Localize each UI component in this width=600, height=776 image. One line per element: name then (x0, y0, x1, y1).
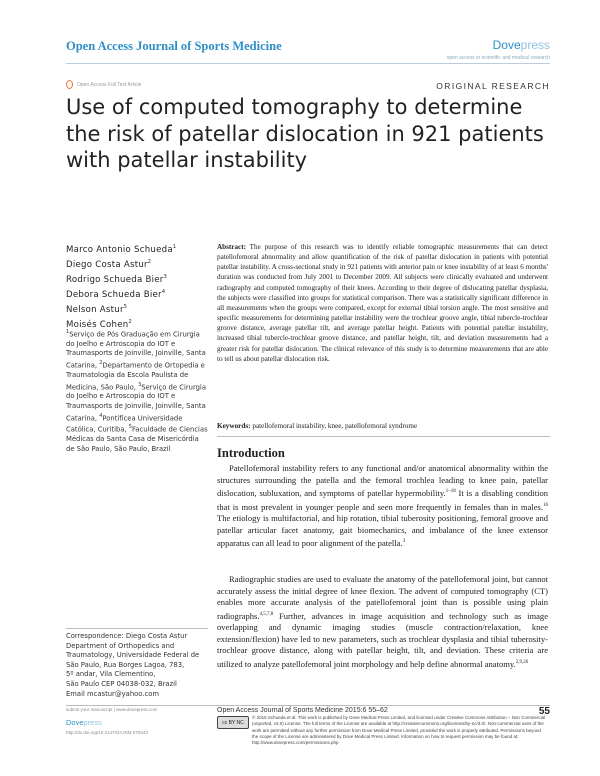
body-paragraph: Radiographic studies are used to evaluate the anatomy of the patellofemoral joint, but cannot accurately assess the initial degree of knee flexion. The advent of computed tomography (CT) enables more accurate analysis of the patellofemoral joint than is possible using plain radiographs.$^{4,5,7,8}$ Further, advances in image acquisition and technology such as image overlapping and dynamic imaging studies (muscle contraction/relaxation, knee extension/flexion) have led to new parameters, such as trochlear dysplasia and tibial tuberosity-trochlear groove distance, along with patellar height, tilt, and deviation. These criteria are utilized to analyze patellofemoral joint morphology and help define abnormal anatomy.$^{2,9,26}$ (217, 574, 548, 669)
author: Debora Schueda Bier$^4$ (66, 288, 166, 300)
footer-divider (66, 705, 550, 706)
license-text: © 2015 Schueda et al. This work is published by Dove Medical Press Limited, and licensed under Creative Commons Attribution – Non Commercial (unported, v3.0) License. The full terms of the License are available at http://creativecommons.org/licenses/by-nc/3.0/. Non-commercial uses of the work are permitted without any further permission from Dove Medical Press Limited, provided the work is properly attributed. Permissions beyond the scope of the License are administered by Dove Medical Press Limited. Information on how to request permission may be found at: http://www.dovepress.com/permissions.php (252, 715, 546, 746)
author-list (66, 241, 176, 331)
author: Rodrigo Schueda Bier$^3$ (66, 273, 168, 285)
publisher-tagline: open access to scientific and medical research (446, 55, 550, 61)
open-access-icon (66, 80, 73, 89)
author: Moisés Cohen$^2$ (66, 318, 132, 330)
section-heading: Introduction (217, 446, 285, 460)
brand-suffix: press (520, 38, 550, 52)
affiliations: $^1$Serviço de Pós Graduação em Cirurgia do Joelho e Artroscopia do IOT e Traumasports de Joinville, Joinville, Santa Catarina, $^2$Departamento de Ortopedia e Traumatologia da Escola Paulista de Medicina, São Paulo, $^3$Serviço de Cirurgia do Joelho e Artroscopia do IOT e Traumasports de Joinville, Joinville, Santa Catarina, $^4$Pontifícea Universidade Católica, Curitiba, $^5$Faculdade de Ciencias Médicas da Santa Casa de Misericórdia de São Paulo, São Paulo, Brazil (66, 329, 208, 453)
open-access-badge (66, 80, 141, 89)
article-type: ORIGINAL RESEARCH (436, 81, 550, 91)
body-paragraph: Patellofemoral instability refers to any functional and/or anatomical abnormality within the structures surrounding the patella and the femoral trochlea leading to knee pain, patellar dislocation, subluxation, and symptoms of patellar hypermobility.$^{1-18}$ It is a disabling condition that is most prevalent in younger people and seen more frequently in females than in males.$^{16}$ The etiology is multifactorial, and hip rotation, tibial tuberosity positioning, femoral groove and patellar articular facet anatomy, gait biomechanics, and imbalance of the knee extensor apparatus can all lead to poor alignment of the patella.$^3$ (217, 463, 549, 549)
citation[interactable]: 2,9,26 (515, 660, 529, 665)
abstract-label: Abstract: (217, 243, 246, 251)
open-access-label: Open Access Full Text Article (77, 81, 142, 88)
citation[interactable]: 1–18 (445, 489, 456, 495)
cc-license-icon[interactable]: cc BY NC (217, 716, 249, 729)
citation[interactable]: 16 (543, 502, 548, 508)
abstract-divider (217, 436, 550, 437)
page-number: 55 (538, 706, 550, 717)
correspondence-divider (66, 628, 208, 629)
doi-link[interactable]: http://dx.doi.org/10.2147/OAJSM.S75243 (66, 730, 149, 735)
abstract (217, 242, 548, 364)
citation[interactable]: 4,5,7,8 (259, 611, 274, 617)
correspondence: Correspondence: Diego Costa Astur Department of Orthopedics and Traumatology, Universidade Federal de São Paulo, Rua Borges Lagoa, 783, 5º andar, Vila Clementino, São Paulo CEP 04038-032, Brazil Email mcastur@yahoo.com (66, 632, 214, 699)
header-divider (66, 63, 550, 64)
submit-link[interactable]: submit your manuscript | www.dovepress.com (66, 707, 158, 712)
article-title: Use of computed tomography to determine the risk of patellar dislocation in 921 patients with patellar instability (66, 95, 544, 172)
citation[interactable]: 3 (402, 539, 406, 545)
abstract-text: The purpose of this research was to identify reliable tomographic measurements that can detect patellofemoral abnormality and allow quantification of the risk of patellar dislocation in patients with potential patellar instability. A cross-sectional study in 921 patients with anterior pain or knee instability of at least 6 months' duration was conducted from July 2001 to December 2009. All subjects were clinically evaluated and underwent radiography and computed tomography of their knees. According to their degree of dislocating patellar dysplasia, the subjects were classified into groups for statistical comparison. There was a statistically significant difference in all measurements when the groups were compared, except for external tibial torsion angle. The most sensitive and specific measurements for determining patellar instability were the trochlear groove angle, tibial tubercle-trochlear groove distance, average patellar tilt, and average patellar height. Patients with potential patellar instability, increased tibial tubercle-trochlear groove distance, and patellar height, tilt, and deviation measurements had a greater risk for patellar dislocation. The clinical relevance of this study is to determine measurements that are able to tell us about patellar dislocation risk. (217, 243, 548, 363)
keywords-label: Keywords: (217, 422, 251, 430)
email-link[interactable]: Email mcastur@yahoo.com (66, 689, 160, 698)
keywords-text: patellofemoral instability, knee, patellofemoral syndrome (250, 422, 418, 430)
keywords (217, 422, 548, 430)
author: Nelson Astur$^5$ (66, 303, 128, 315)
footer-publisher-logo[interactable]: Dovepress (66, 718, 102, 727)
citation-line: Open Access Journal of Sports Medicine 2015:6 55–62 (217, 707, 388, 714)
journal-name: Open Access Journal of Sports Medicine (66, 39, 282, 53)
publisher-logo[interactable] (493, 38, 550, 52)
author: Diego Costa Astur$^2$ (66, 258, 152, 270)
author: Marco Antonio Schueda$^1$ (66, 244, 177, 255)
brand-main: Dove (492, 38, 521, 52)
